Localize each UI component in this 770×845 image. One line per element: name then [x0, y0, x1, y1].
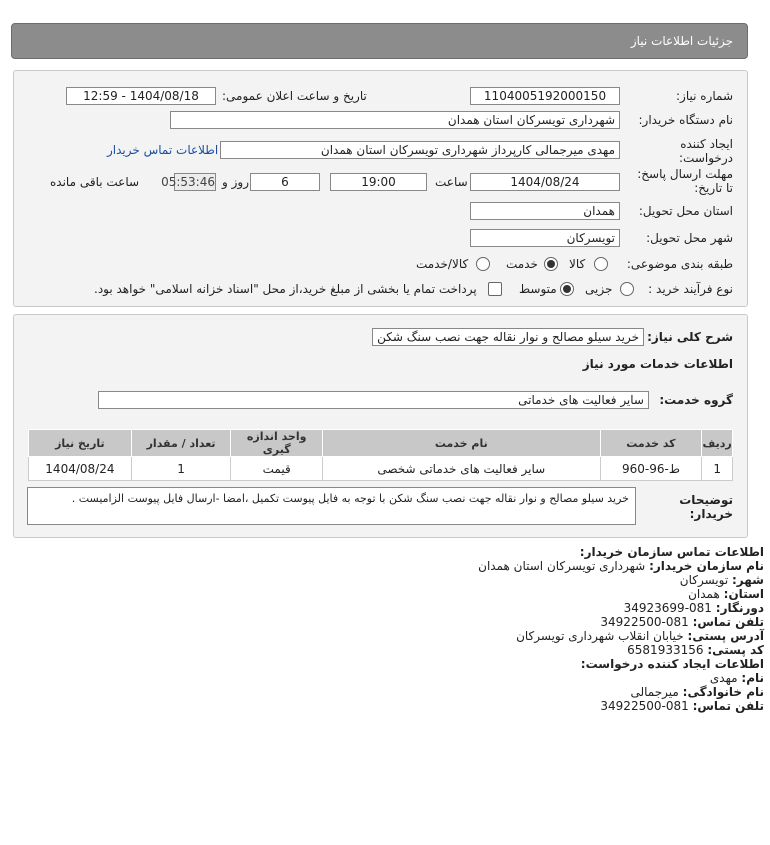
contact-city-value: تویسرکان	[679, 573, 729, 587]
need-details-panel	[13, 314, 748, 538]
need-number-field: 1104005192000150	[470, 87, 620, 105]
creator-phone-value: 081-34922500	[600, 699, 689, 713]
creator-info-title: اطلاعات ایجاد کننده درخواست:	[580, 657, 764, 671]
cell-date: 1404/08/24	[29, 457, 132, 481]
col-name: نام خدمت	[322, 430, 600, 457]
province-label: استان محل تحویل:	[638, 204, 733, 218]
days-label: روز و	[222, 175, 249, 189]
contact-province-label: استان:	[723, 587, 764, 601]
col-unit: واحد اندازه گیری	[231, 430, 323, 457]
summary-label: شرح کلی نیاز:	[647, 330, 733, 344]
group-field: سایر فعالیت های خدماتی	[98, 391, 649, 409]
category-label: طبقه بندی موضوعی:	[626, 257, 733, 271]
phone-label: تلفن تماس:	[692, 615, 764, 629]
services-title: اطلاعات خدمات مورد نیاز	[582, 357, 733, 371]
cell-qty: 1	[131, 457, 231, 481]
creator-label: ایجاد کننده درخواست:	[679, 137, 733, 165]
buyer-desc-label: توضیحات خریدار:	[679, 493, 733, 521]
process-label: نوع فرآیند خرید :	[648, 282, 733, 296]
buyer-label: نام دستگاه خریدار:	[638, 113, 733, 127]
deadline-date-field: 1404/08/24	[470, 173, 620, 191]
province-field: همدان	[470, 202, 620, 220]
category-goods-label: کالا	[569, 257, 586, 271]
category-service-radio[interactable]	[544, 257, 558, 271]
phone-value: 081-34922500	[600, 615, 689, 629]
process-minor-label: جزیی	[585, 282, 613, 296]
fax-value: 081-34923699	[623, 601, 712, 615]
name-value: مهدی	[709, 671, 738, 685]
cell-unit: قیمت	[231, 457, 323, 481]
category-goods-radio[interactable]	[594, 257, 608, 271]
creator-field: مهدی میرجمالی کارپرداز شهرداری تویسرکان استان همدان	[220, 141, 620, 159]
address-value: خیابان انقلاب شهرداری تویسرکان	[516, 629, 684, 643]
address-label: آدرس پستی:	[687, 629, 764, 643]
category-goods-service-label: کالا/خدمت	[416, 257, 469, 271]
col-row: ردیف	[702, 430, 733, 457]
deadline-label: مهلت ارسال پاسخ: تا تاریخ:	[637, 167, 733, 195]
cell-name: سایر فعالیت های خدماتی شخصی	[322, 457, 600, 481]
city-label: شهر محل تحویل:	[646, 231, 733, 245]
name-label: نام:	[741, 671, 764, 685]
contact-city-label: شهر:	[732, 573, 764, 587]
table-row	[29, 457, 733, 481]
need-number-label: شماره نیاز:	[676, 89, 733, 103]
contact-province-value: همدان	[688, 587, 720, 601]
org-value: شهرداری تویسرکان استان همدان	[478, 559, 646, 573]
buyer-desc-field: خرید سیلو مصالح و نوار نقاله جهت نصب سنگ شکن با توجه به فایل پیوست تکمیل ،امضا -ارسال فایل پیوست الزامیست .	[27, 487, 636, 525]
city-field: تویسرکان	[470, 229, 620, 247]
page-header	[11, 23, 748, 59]
contact-title: اطلاعات تماس سازمان خریدار:	[579, 545, 764, 559]
col-code: کد خدمت	[600, 430, 702, 457]
remaining-label: ساعت باقی مانده	[50, 175, 140, 189]
remaining-timer: 05:53:46	[161, 175, 215, 189]
family-value: میرجمالی	[630, 685, 679, 699]
treasury-checkbox[interactable]	[488, 282, 502, 296]
group-label: گروه خدمت:	[659, 393, 733, 407]
fax-label: دورنگار:	[715, 601, 764, 615]
cell-row: 1	[702, 457, 733, 481]
process-minor-radio[interactable]	[620, 282, 634, 296]
buyer-contact-link[interactable]: اطلاعات تماس خریدار	[107, 143, 219, 157]
postal-value: 6581933156	[627, 643, 704, 657]
col-date: تاریخ نیاز	[29, 430, 132, 457]
cell-code: ط-96-960	[600, 457, 702, 481]
category-goods-service-radio[interactable]	[476, 257, 490, 271]
announce-field: 1404/08/18 - 12:59	[66, 87, 216, 105]
need-info-panel	[13, 70, 748, 307]
services-table	[28, 429, 733, 481]
contact-info	[4, 545, 764, 713]
process-medium-label: متوسط	[519, 282, 557, 296]
deadline-time-field: 19:00	[330, 173, 427, 191]
announce-label: تاریخ و ساعت اعلان عمومی:	[222, 89, 367, 103]
time-label: ساعت	[435, 175, 468, 189]
buyer-field: شهرداری تویسرکان استان همدان	[170, 111, 620, 129]
process-medium-radio[interactable]	[560, 282, 574, 296]
col-qty: تعداد / مقدار	[131, 430, 231, 457]
days-field: 6	[250, 173, 320, 191]
org-label: نام سازمان خریدار:	[649, 559, 764, 573]
summary-field: خرید سیلو مصالح و نوار نقاله جهت نصب سنگ شکن	[372, 328, 644, 346]
payment-note: پرداخت تمام یا بخشی از مبلغ خرید،از محل "اسناد خزانه اسلامی" خواهد بود.	[94, 282, 477, 296]
family-label: نام خانوادگی:	[682, 685, 764, 699]
creator-phone-label: تلفن تماس:	[692, 699, 764, 713]
page-title: جزئیات اطلاعات نیاز	[630, 34, 733, 48]
postal-label: کد پستی:	[707, 643, 764, 657]
category-service-label: خدمت	[506, 257, 538, 271]
